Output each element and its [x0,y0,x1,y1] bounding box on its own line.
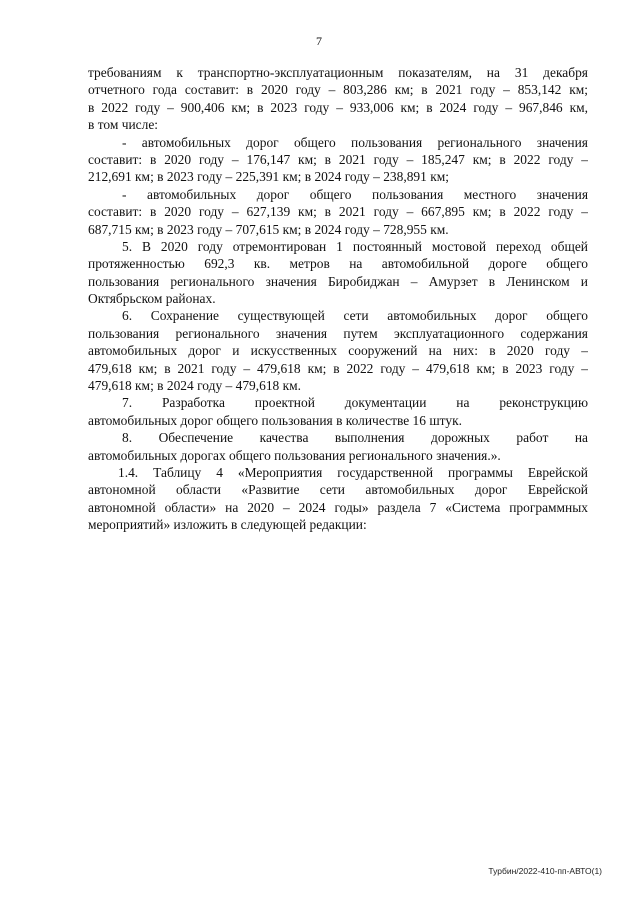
text-line: автономной области» на 2020 – 2024 годы» раздела 7 «Система программных [88,499,588,515]
text-line: требованиям к транспортно-эксплуатационным показателям, на 31 декабря [88,65,588,80]
text-line: Октябрьском районах. [88,291,216,307]
text-line: 7. Разработка проектной документации на реконструкцию [122,395,588,411]
text-line: - автомобильных дорог общего пользования регионального значения [122,134,588,150]
text-line: автомобильных дорогах общего пользования регионального значения.». [88,447,501,463]
text-line: составит: в 2020 году – 627,139 км; в 2021 году – 667,895 км; в 2022 году – [88,204,588,220]
document-body [88,64,588,534]
text-line: 8. Обеспечение качества выполнения дорожных работ на [122,430,588,446]
text-line: 1.4. Таблицу 4 «Мероприятия государственной программы Еврейской [118,464,588,480]
text-line: 6. Сохранение существующей сети автомобильных дорог общего [122,308,588,324]
paragraph-bridge-repair [88,238,588,308]
text-line: 5. В 2020 году отремонтирован 1 постоянный мостовой переход общей [122,238,588,254]
text-line: протяженностью 692,3 кв. метров на автомобильной дороге общего [88,256,588,272]
text-line: мероприятий» изложить в следующей редакции: [88,517,367,533]
paragraph-regional-roads [88,134,588,186]
text-line: 212,691 км; в 2023 году – 225,391 км; в 2024 году – 238,891 км; [88,169,449,185]
text-line: отчетного года составит: в 2020 году – 803,286 км; в 2021 году – 853,142 км; [88,82,588,98]
page-number: 7 [316,34,322,48]
paragraph-project-documentation [88,394,588,429]
text-line: 687,715 км; в 2023 году – 707,615 км; в 2024 году – 728,955 км. [88,221,449,237]
text-line: 479,618 км; в 2024 году – 479,618 км. [88,378,302,394]
text-line: автомобильных дорог общего пользования в количестве 16 штук. [88,412,462,428]
document-footer-code: Турбин/2022-410-пп-АВТО(1) [488,866,602,876]
paragraph-road-maintenance [88,307,588,394]
paragraph-table-amendment [88,464,588,534]
paragraph-road-length-total [88,64,588,134]
text-line: пользования регионального значения Биробиджан – Амурзет в Ленинском и [88,273,588,289]
text-line: в 2022 году – 900,406 км; в 2023 году – 933,006 км; в 2024 году – 967,846 км, [88,99,588,115]
paragraph-local-roads [88,186,588,238]
text-line: автомобильных дорог и искусственных сооружений на них: в 2020 году – [88,343,588,359]
text-line: составит: в 2020 году – 176,147 км; в 2021 году – 185,247 км; в 2022 году – [88,151,588,167]
text-line: пользования регионального значения путем эксплуатационного содержания [88,325,588,341]
text-line: - автомобильных дорог общего пользования местного значения [122,186,588,202]
text-line: в том числе: [88,117,159,133]
text-line: 479,618 км; в 2021 году – 479,618 км; в 2022 году – 479,618 км; в 2023 году – [88,360,588,376]
paragraph-road-work-quality [88,429,588,464]
text-line: автономной области «Развитие сети автомобильных дорог Еврейской [88,482,588,498]
